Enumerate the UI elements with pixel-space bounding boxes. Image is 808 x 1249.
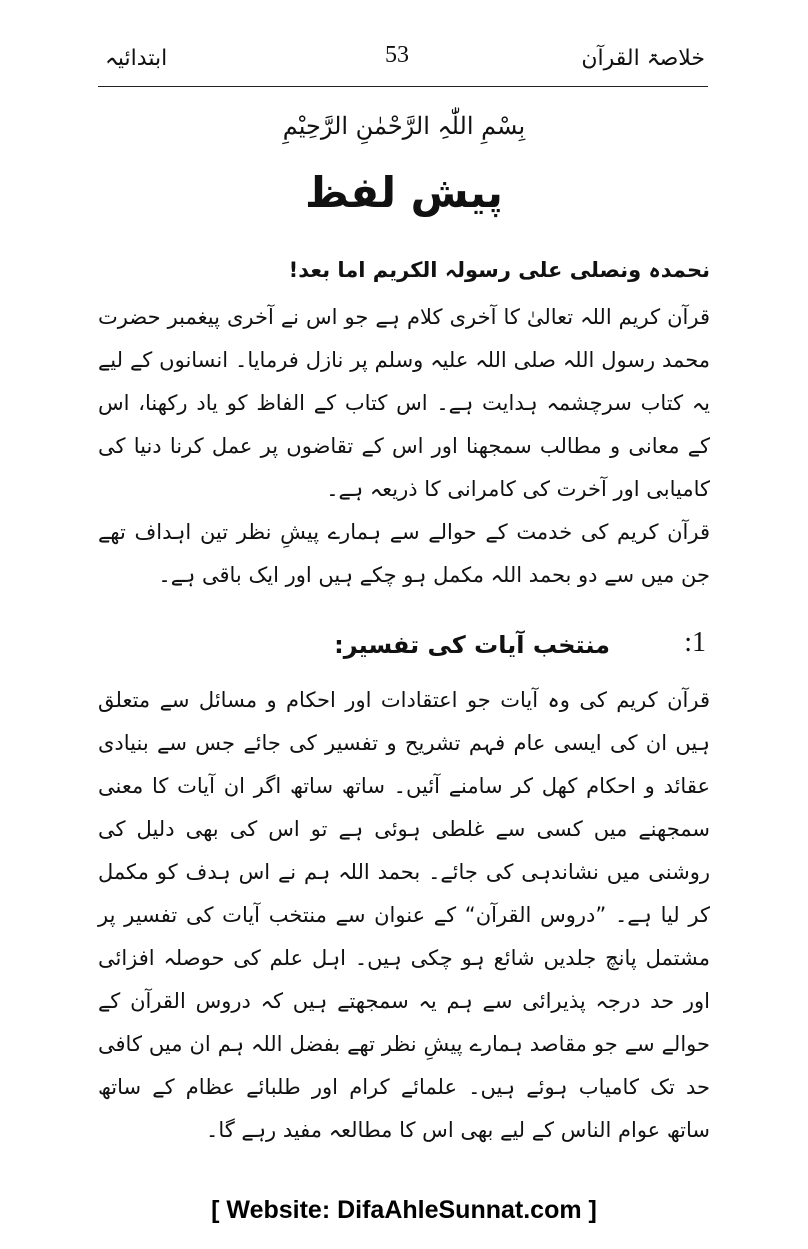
page-number: 53: [385, 42, 409, 68]
body-text: [98, 244, 710, 1152]
header-divider: [98, 86, 708, 87]
chapter-title: ابتدائیہ: [105, 46, 168, 71]
section-heading: [98, 617, 710, 679]
section-paragraph: قرآن کریم کی وہ آیات جو اعتقادات اور احکام و مسائل سے متعلق ہیں ان کی ایسی عام فہم تشریح و تفسیر کی جائے جس سے بنیادی عقائد و احکام کھل کر سامنے آئیں۔ ساتھ ساتھ اگر ان آیات کا معنی سمجھنے میں کسی سے غلطی ہوئی ہے تو اس کی بھی دلیل کی روشنی میں نشاندہی کی جائے۔ بحمد اللہ ہم نے اس ہدف کو مکمل کر لیا ہے۔ ”دروس القرآن“ کے عنوان سے منتخب آیات کی تفسیر پر مشتمل پانچ جلدیں شائع ہو چکی ہیں۔ اہل علم کی حوصلہ افزائی اور حد درجہ پذیرائی سے ہم یہ سمجھتے ہیں کہ دروس القرآن کے حوالے سے جو مقاصد ہمارے پیشِ نظر تھے بفضل اللہ ہم ان میں کافی حد تک کامیاب ہوئے ہیں۔ علمائے کرام اور طلبائے عظام کے ساتھ ساتھ عوام الناس کے لیے بھی اس کا مطالعہ مفید رہے گا۔: [98, 688, 710, 1142]
section-title: منتخب آیات کی تفسیر:: [334, 631, 610, 659]
bismillah: بِسْمِ اللّٰہِ الرَّحْمٰنِ الرَّحِیْمِ: [282, 112, 526, 140]
website-footer: [ Website: DifaAhleSunnat.com ]: [211, 1196, 597, 1224]
opening-line: نحمدہ ونصلی علی رسولہ الکریم اما بعد!: [288, 258, 710, 282]
page-title: پیش لفظ: [305, 168, 503, 217]
paragraph-2: قرآن کریم کی خدمت کے حوالے سے ہمارے پیشِ نظر تین اہداف تھے جن میں سے دو بحمد اللہ مکمل ہو چکے ہیں اور ایک باقی ہے۔: [98, 520, 710, 587]
paragraph-1: قرآن کریم اللہ تعالیٰ کا آخری کلام ہے جو اس نے آخری پیغمبر حضرت محمد رسول اللہ صلی اللہ علیہ وسلم پر نازل فرمایا۔ انسانوں کے لیے یہ کتاب سرچشمہ ہدایت ہے۔ اس کتاب کے الفاظ کو یاد رکھنا، اس کے معانی و مطالب سمجھنا اور اس کے تقاضوں پر عمل کرنا دنیا کی کامیابی اور آخرت کی کامرانی کا ذریعہ ہے۔: [98, 305, 710, 501]
section-number: 1:: [684, 627, 706, 658]
running-header: [105, 40, 705, 80]
book-title: خلاصۃ القرآن: [581, 46, 705, 71]
